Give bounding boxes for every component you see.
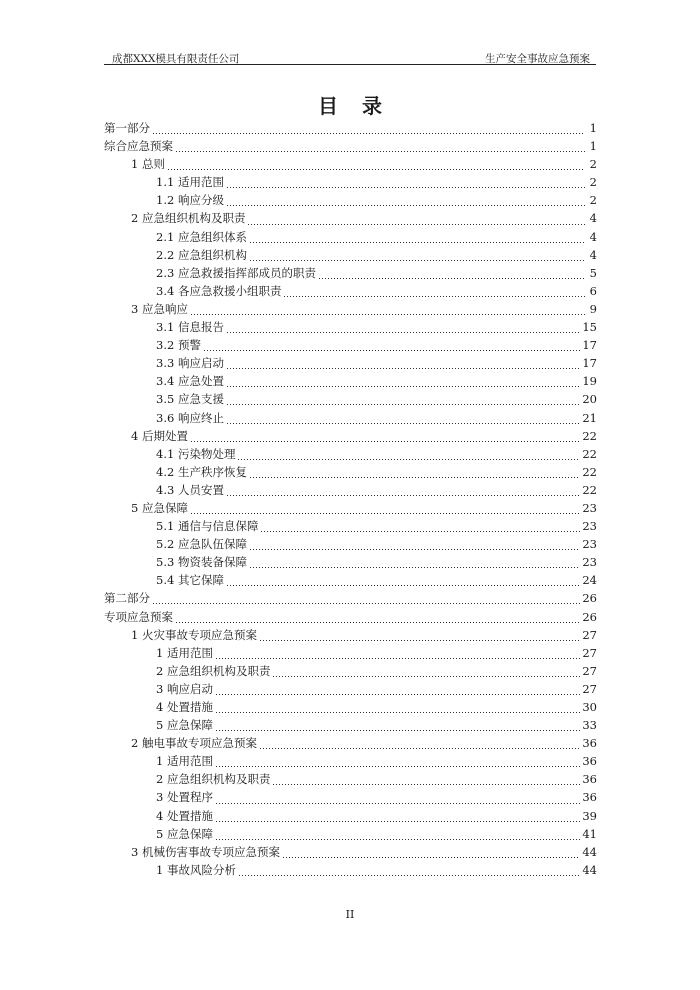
toc-entry-page: 36 <box>582 772 597 787</box>
toc-entry-label: 4.3 人员安置 <box>156 482 224 497</box>
toc-entry-label: 3 应急响应 <box>131 301 188 316</box>
toc-leader-dots <box>215 721 580 733</box>
toc-entry[interactable] <box>104 482 597 500</box>
toc-entry[interactable] <box>104 572 597 590</box>
toc-entry[interactable] <box>104 518 597 536</box>
toc-entry-page: 1 <box>589 121 597 135</box>
toc-entry-label: 4 处置措施 <box>156 808 213 823</box>
toc-entry-label: 5.3 物资装备保障 <box>156 555 247 570</box>
toc-entry-page: 27 <box>582 663 597 678</box>
toc-entry-page: 44 <box>582 862 597 877</box>
toc-leader-dots <box>249 251 585 263</box>
toc-entry-label: 综合应急预案 <box>104 139 173 154</box>
toc-entry[interactable] <box>104 500 597 518</box>
toc-leader-dots <box>259 739 580 751</box>
toc-leader-dots <box>226 414 580 426</box>
toc-entry[interactable] <box>104 862 597 880</box>
toc-entry-page: 23 <box>582 500 597 515</box>
toc-entry[interactable] <box>104 265 597 283</box>
toc-entry[interactable] <box>104 645 597 663</box>
toc-leader-dots <box>175 613 580 625</box>
toc-entry-label: 5 应急保障 <box>156 718 213 733</box>
toc-entry[interactable] <box>104 627 597 645</box>
toc-entry[interactable] <box>104 229 597 247</box>
toc-leader-dots <box>226 395 580 407</box>
toc-entry-page: 23 <box>582 555 597 570</box>
toc-entry-label: 3.3 响应启动 <box>156 356 224 371</box>
toc-entry-page: 33 <box>582 718 597 733</box>
toc-entry[interactable] <box>104 120 597 138</box>
table-of-contents <box>104 120 597 880</box>
toc-entry-page: 23 <box>582 519 597 534</box>
toc-entry-page: 2 <box>589 157 597 172</box>
toc-entry[interactable] <box>104 789 597 807</box>
toc-entry[interactable] <box>104 373 597 391</box>
toc-entry-page: 36 <box>582 736 597 751</box>
toc-entry[interactable] <box>104 771 597 789</box>
toc-entry-label: 3.4 各应急救援小组职责 <box>156 283 282 298</box>
toc-entry-label: 第二部分 <box>104 591 150 606</box>
toc-entry[interactable] <box>104 735 597 753</box>
toc-entry-label: 3 响应启动 <box>156 681 213 696</box>
toc-entry-label: 5.4 其它保障 <box>156 573 224 588</box>
toc-entry[interactable] <box>104 663 597 681</box>
toc-entry-label: 2 应急组织机构及职责 <box>156 772 271 787</box>
toc-entry-label: 1 适用范围 <box>156 645 213 660</box>
toc-leader-dots <box>215 649 580 661</box>
toc-entry[interactable] <box>104 446 597 464</box>
toc-entry-label: 3.4 应急处置 <box>156 374 224 389</box>
toc-entry[interactable] <box>104 699 597 717</box>
toc-entry-page: 27 <box>582 645 597 660</box>
toc-entry-page: 17 <box>582 356 597 371</box>
toc-leader-dots <box>152 594 580 606</box>
toc-entry-page: 6 <box>589 283 597 298</box>
toc-leader-dots <box>226 178 585 190</box>
toc-leader-dots <box>226 359 580 371</box>
toc-entry[interactable] <box>104 753 597 771</box>
toc-entry-page: 26 <box>582 591 597 606</box>
toc-entry-label: 2 应急组织机构及职责 <box>131 211 246 226</box>
toc-leader-dots <box>272 775 580 787</box>
toc-entry-label: 3.2 预警 <box>156 338 201 353</box>
toc-entry[interactable] <box>104 192 597 210</box>
toc-entry-page: 4 <box>589 211 597 226</box>
toc-leader-dots <box>215 830 580 842</box>
toc-entry-label: 1.1 适用范围 <box>156 175 224 190</box>
toc-entry[interactable] <box>104 609 597 627</box>
toc-entry-label: 2.3 应急救援指挥部成员的职责 <box>156 265 316 280</box>
toc-leader-dots <box>226 377 580 389</box>
toc-entry-label: 3.1 信息报告 <box>156 320 224 335</box>
toc-entry[interactable] <box>104 337 597 355</box>
toc-entry-label: 第一部分 <box>104 121 150 135</box>
toc-entry[interactable] <box>104 428 597 446</box>
toc-entry-page: 22 <box>582 464 597 479</box>
toc-leader-dots <box>259 631 580 643</box>
toc-entry-label: 1 总则 <box>131 157 165 172</box>
toc-entry[interactable] <box>104 808 597 826</box>
toc-entry[interactable] <box>104 156 597 174</box>
toc-entry-label: 1.2 响应分级 <box>156 193 224 208</box>
toc-entry-page: 21 <box>582 410 597 425</box>
toc-entry-page: 2 <box>589 193 597 208</box>
toc-leader-dots <box>249 558 580 570</box>
toc-entry-page: 22 <box>582 482 597 497</box>
toc-entry-page: 17 <box>582 338 597 353</box>
toc-leader-dots <box>318 269 585 281</box>
toc-entry-page: 15 <box>582 320 597 335</box>
toc-entry-label: 1 事故风险分析 <box>156 862 236 877</box>
toc-entry-label: 3 处置程序 <box>156 790 213 805</box>
toc-entry-label: 专项应急预案 <box>104 609 173 624</box>
toc-entry[interactable] <box>104 301 597 319</box>
toc-entry-label: 3.6 响应终止 <box>156 410 224 425</box>
toc-entry[interactable] <box>104 554 597 572</box>
toc-leader-dots <box>152 124 585 136</box>
toc-entry-page: 1 <box>589 139 597 154</box>
toc-entry[interactable] <box>104 536 597 554</box>
toc-leader-dots <box>226 576 580 588</box>
toc-entry-label: 4.2 生产秩序恢复 <box>156 464 247 479</box>
toc-entry-page: 9 <box>589 301 597 316</box>
toc-leader-dots <box>190 432 580 444</box>
toc-leader-dots <box>215 703 580 715</box>
toc-entry-page: 27 <box>582 681 597 696</box>
toc-entry[interactable] <box>104 247 597 265</box>
toc-leader-dots <box>167 160 585 172</box>
toc-leader-dots <box>215 685 580 697</box>
header-company: 成都XXX模具有限责任公司 <box>112 53 240 65</box>
toc-leader-dots <box>260 522 580 534</box>
toc-entry-page: 26 <box>582 609 597 624</box>
toc-leader-dots <box>247 215 585 227</box>
toc-entry-label: 3 机械伤害事故专项应急预案 <box>131 844 280 859</box>
toc-entry-label: 5.2 应急队伍保障 <box>156 537 247 552</box>
toc-entry-label: 5.1 通信与信息保障 <box>156 519 259 534</box>
toc-leader-dots <box>215 794 580 806</box>
toc-entry-page: 2 <box>589 175 597 190</box>
toc-entry-page: 19 <box>582 374 597 389</box>
toc-entry-page: 4 <box>589 229 597 244</box>
toc-leader-dots <box>226 323 580 335</box>
toc-entry-label: 2.2 应急组织机构 <box>156 247 247 262</box>
toc-title: 目录 <box>318 94 406 118</box>
toc-entry[interactable] <box>104 590 597 608</box>
toc-entry-page: 5 <box>589 265 597 280</box>
toc-entry-label: 4.1 污染物处理 <box>156 446 236 461</box>
toc-leader-dots <box>190 504 580 516</box>
toc-entry-page: 41 <box>582 826 597 841</box>
toc-entry-page: 36 <box>582 754 597 769</box>
toc-entry-page: 36 <box>582 790 597 805</box>
page-number: II <box>345 908 355 921</box>
toc-entry[interactable] <box>104 174 597 192</box>
toc-leader-dots <box>203 341 580 353</box>
toc-entry-label: 3.5 应急支援 <box>156 392 224 407</box>
toc-entry[interactable] <box>104 391 597 409</box>
toc-entry[interactable] <box>104 355 597 373</box>
toc-entry-page: 20 <box>582 392 597 407</box>
toc-entry-page: 4 <box>589 247 597 262</box>
toc-entry-label: 2 应急组织机构及职责 <box>156 663 271 678</box>
toc-leader-dots <box>226 196 585 208</box>
toc-leader-dots <box>215 812 580 824</box>
toc-leader-dots <box>237 450 580 462</box>
toc-entry-page: 30 <box>582 700 597 714</box>
toc-entry[interactable] <box>104 681 597 699</box>
toc-entry-page: 22 <box>582 446 597 461</box>
toc-entry-label: 5 应急保障 <box>131 500 188 515</box>
toc-entry-label: 2 触电事故专项应急预案 <box>131 736 257 751</box>
toc-leader-dots <box>215 757 580 769</box>
toc-leader-dots <box>238 866 580 878</box>
toc-entry[interactable] <box>104 210 597 228</box>
toc-leader-dots <box>249 540 580 552</box>
toc-entry-label: 1 适用范围 <box>156 754 213 769</box>
toc-entry-label: 5 应急保障 <box>156 826 213 841</box>
header-doc-title: 生产安全事故应急预案 <box>485 53 590 65</box>
toc-entry[interactable] <box>104 717 597 735</box>
toc-entry-page: 27 <box>582 627 597 642</box>
toc-entry[interactable] <box>104 283 597 301</box>
toc-entry[interactable] <box>104 826 597 844</box>
toc-entry-page: 24 <box>582 573 597 588</box>
toc-leader-dots <box>249 233 585 245</box>
toc-leader-dots <box>282 848 580 860</box>
header-rule <box>104 64 596 65</box>
toc-entry[interactable] <box>104 464 597 482</box>
toc-entry-page: 39 <box>582 808 597 823</box>
toc-entry[interactable] <box>104 319 597 337</box>
toc-entry[interactable] <box>104 410 597 428</box>
toc-entry-page: 44 <box>582 844 597 859</box>
toc-entry[interactable] <box>104 138 597 156</box>
toc-leader-dots <box>249 468 580 480</box>
page-header <box>104 51 596 65</box>
toc-leader-dots <box>272 667 580 679</box>
toc-entry-page: 23 <box>582 537 597 552</box>
toc-leader-dots <box>283 287 585 299</box>
toc-leader-dots <box>175 142 585 154</box>
toc-entry-label: 4 处置措施 <box>156 700 213 714</box>
toc-entry-label: 2.1 应急组织体系 <box>156 229 247 244</box>
toc-entry-page: 22 <box>582 428 597 443</box>
toc-entry[interactable] <box>104 844 597 862</box>
toc-entry-label: 1 火灾事故专项应急预案 <box>131 627 257 642</box>
toc-leader-dots <box>190 305 585 317</box>
toc-entry-label: 4 后期处置 <box>131 428 188 443</box>
toc-leader-dots <box>226 486 580 498</box>
